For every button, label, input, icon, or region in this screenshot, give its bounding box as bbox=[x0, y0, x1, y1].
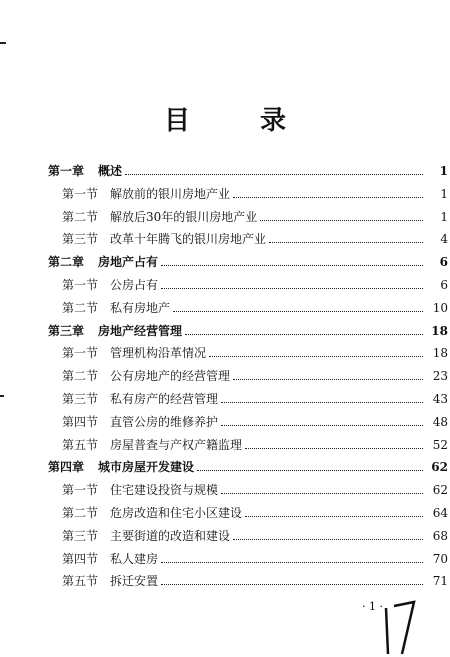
toc-chapter-entry bbox=[0, 318, 450, 338]
toc-leader-dots bbox=[245, 447, 423, 449]
toc-entry-number: 第一章 bbox=[48, 164, 85, 178]
toc-entry-title: 改革十年腾飞的银川房地产业 bbox=[110, 232, 267, 247]
toc-leader-dots bbox=[185, 333, 423, 335]
toc-entry-number: 第二节 bbox=[62, 369, 99, 384]
toc-chapter-entry bbox=[0, 454, 450, 474]
toc-section-entry bbox=[0, 226, 450, 246]
footer-page-number: · 1 · bbox=[362, 600, 383, 613]
toc-leader-dots bbox=[197, 469, 423, 471]
toc-chapter-entry bbox=[0, 249, 450, 269]
toc-entry-page: 71 bbox=[432, 574, 448, 589]
toc-entry-title: 直管公房的维修养护 bbox=[110, 414, 219, 429]
toc-entry-label bbox=[0, 187, 230, 201]
toc-entry-page: 68 bbox=[432, 528, 448, 543]
toc-entry-number: 第五节 bbox=[62, 574, 99, 589]
toc-entry-page: 70 bbox=[432, 551, 448, 566]
toc-entry-number: 第二章 bbox=[48, 255, 85, 270]
toc-entry-title: 拆迁安置 bbox=[110, 574, 159, 589]
toc-section-entry bbox=[0, 340, 450, 360]
toc-entry-title: 概述 bbox=[98, 164, 123, 178]
toc-entry-page: 62 bbox=[432, 483, 448, 498]
toc-entry-title: 解放前的银川房地产业 bbox=[110, 186, 231, 201]
toc-entry-title: 房屋普查与产权产籍监理 bbox=[110, 437, 243, 452]
toc-entry-number: 第一节 bbox=[62, 186, 99, 201]
toc-entry-page: 62 bbox=[431, 460, 448, 475]
toc-entry-title: 管理机构沿革情况 bbox=[110, 346, 207, 361]
toc-section-entry bbox=[0, 272, 450, 292]
toc-entry-page: 6 bbox=[440, 278, 448, 292]
toc-section-entry bbox=[0, 386, 450, 406]
toc-entry-label bbox=[0, 438, 242, 452]
toc-leader-dots bbox=[161, 264, 423, 266]
toc-section-entry bbox=[0, 546, 450, 566]
toc-entry-label bbox=[0, 255, 158, 269]
toc-entry-page: 64 bbox=[432, 506, 448, 520]
toc-section-entry bbox=[0, 204, 450, 224]
toc-leader-dots bbox=[221, 401, 423, 403]
toc-entry-number: 第三章 bbox=[48, 323, 85, 338]
toc-section-entry bbox=[0, 568, 450, 588]
toc-leader-dots bbox=[173, 310, 423, 312]
toc-leader-dots bbox=[260, 219, 423, 221]
toc-entry-label bbox=[0, 232, 266, 246]
toc-entry-number: 第二节 bbox=[62, 300, 99, 315]
toc-section-entry bbox=[0, 523, 450, 543]
toc-entry-label bbox=[0, 483, 218, 497]
toc-entry-title: 住宅建设投资与规模 bbox=[110, 483, 219, 498]
toc-entry-title: 公有房地产的经营管理 bbox=[110, 369, 231, 384]
toc-section-entry bbox=[0, 409, 450, 429]
toc-entry-title: 私人建房 bbox=[110, 551, 159, 566]
toc-leader-dots bbox=[221, 424, 423, 426]
toc-leader-dots bbox=[233, 378, 423, 380]
toc-entry-page: 4 bbox=[440, 232, 448, 247]
toc-entry-number: 第四章 bbox=[48, 460, 85, 475]
toc-entry-page: 43 bbox=[432, 392, 448, 406]
toc-entry-label bbox=[0, 392, 218, 406]
toc-entry-title: 私有房产的经营管理 bbox=[110, 392, 219, 406]
toc-entry-title: 房地产经营管理 bbox=[98, 323, 183, 338]
toc-entry-label bbox=[0, 346, 206, 360]
toc-section-entry bbox=[0, 181, 450, 201]
toc-entry-number: 第三节 bbox=[62, 392, 99, 406]
toc-entry-page: 6 bbox=[439, 255, 448, 270]
toc-entry-title: 解放后30年的银川房地产业 bbox=[110, 209, 258, 224]
toc-section-entry bbox=[0, 477, 450, 497]
toc-leader-dots bbox=[161, 583, 423, 585]
toc-entry-label bbox=[0, 164, 122, 178]
toc-entry-number: 第四节 bbox=[62, 414, 99, 429]
toc-entry-page: 1 bbox=[439, 164, 448, 178]
toc-entry-title: 危房改造和住宅小区建设 bbox=[110, 506, 243, 520]
toc-entry-label bbox=[0, 210, 257, 224]
toc-leader-dots bbox=[233, 538, 423, 540]
toc-entry-number: 第一节 bbox=[62, 483, 99, 498]
toc-entry-number: 第二节 bbox=[62, 506, 99, 520]
toc-section-entry bbox=[0, 295, 450, 315]
toc-entry-number: 第一节 bbox=[62, 346, 99, 361]
toc-entry-page: 10 bbox=[432, 300, 448, 315]
toc-entry-label bbox=[0, 369, 230, 383]
toc-entry-label bbox=[0, 324, 182, 338]
toc-entry-label bbox=[0, 506, 242, 520]
toc-entry-title: 私有房地产 bbox=[110, 300, 171, 315]
page-title: 目 录 bbox=[163, 106, 308, 136]
toc-entry-title: 城市房屋开发建设 bbox=[98, 460, 195, 475]
handwritten-mark bbox=[380, 596, 420, 656]
toc-entry-number: 第四节 bbox=[62, 551, 99, 566]
toc-entry-page: 48 bbox=[432, 414, 448, 429]
toc-entry-label bbox=[0, 278, 158, 292]
toc-entry-title: 主要街道的改造和建设 bbox=[110, 528, 231, 543]
toc-entry-page: 18 bbox=[432, 346, 448, 361]
toc-leader-dots bbox=[161, 287, 423, 289]
toc-leader-dots bbox=[245, 515, 423, 517]
toc-leader-dots bbox=[233, 196, 423, 198]
toc-section-entry bbox=[0, 432, 450, 452]
toc-entry-number: 第五节 bbox=[62, 437, 99, 452]
toc-entry-number: 第三节 bbox=[62, 232, 99, 247]
toc-entry-page: 52 bbox=[432, 437, 448, 452]
toc-entry-title: 房地产占有 bbox=[98, 255, 159, 270]
toc-leader-dots bbox=[209, 355, 423, 357]
toc-entry-label bbox=[0, 460, 194, 474]
toc-entry-page: 1 bbox=[440, 209, 448, 224]
scan-edge-mark bbox=[0, 42, 6, 44]
toc-entry-number: 第二节 bbox=[62, 209, 99, 224]
toc-leader-dots bbox=[125, 173, 423, 175]
toc-leader-dots bbox=[161, 561, 423, 563]
toc-entry-label bbox=[0, 415, 218, 429]
toc-entry-number: 第一节 bbox=[62, 278, 99, 292]
toc-entry-label bbox=[0, 552, 158, 566]
toc-leader-dots bbox=[221, 492, 423, 494]
toc-entry-label bbox=[0, 574, 158, 588]
toc-entry-label bbox=[0, 301, 170, 315]
toc-entry-page: 23 bbox=[432, 369, 448, 384]
toc-section-entry bbox=[0, 363, 450, 383]
toc-entry-label bbox=[0, 529, 230, 543]
toc-entry-title: 公房占有 bbox=[110, 278, 159, 292]
toc-entry-page: 1 bbox=[440, 186, 448, 201]
toc-chapter-entry bbox=[0, 158, 450, 178]
toc-section-entry bbox=[0, 500, 450, 520]
toc-entry-number: 第三节 bbox=[62, 528, 99, 543]
toc-leader-dots bbox=[269, 241, 423, 243]
toc-entry-page: 18 bbox=[431, 323, 448, 338]
